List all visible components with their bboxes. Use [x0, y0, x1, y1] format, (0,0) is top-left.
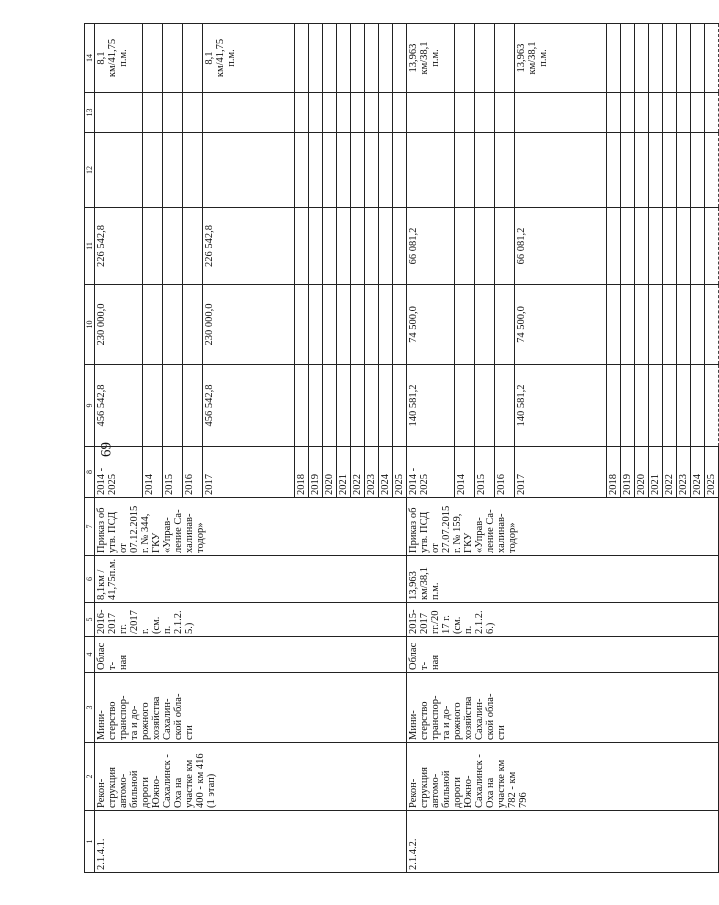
year-cell: 2022 [351, 447, 365, 498]
amount-c10 [677, 285, 691, 365]
amount-c9: 456 542,8 [203, 365, 295, 447]
table-row [95, 24, 143, 873]
amount-c11: 226 542,8 [95, 208, 143, 285]
year-cell: 2014 - 2025 [407, 447, 455, 498]
column-number: 14 [85, 24, 95, 93]
amount-c9 [337, 365, 351, 447]
amount-c9: 140 581,2 [515, 365, 607, 447]
result-cell [705, 24, 719, 93]
result-cell [393, 24, 407, 93]
col-12-cell [677, 133, 691, 208]
column-number: 12 [85, 133, 95, 208]
rotated-table-container [84, 24, 717, 873]
col-12-cell [607, 133, 621, 208]
amount-c9 [495, 365, 515, 447]
amount-c9 [621, 365, 635, 447]
amount-c9 [323, 365, 337, 447]
col-12-cell [635, 133, 649, 208]
year-cell: 2014 [455, 447, 475, 498]
col-13-cell [351, 93, 365, 133]
amount-c11 [379, 208, 393, 285]
amount-c9 [677, 365, 691, 447]
amount-c11 [163, 208, 183, 285]
amount-c11 [143, 208, 163, 285]
year-cell: 2018 [295, 447, 309, 498]
amount-c9 [705, 365, 719, 447]
year-cell: 2017 [203, 447, 295, 498]
result-cell [635, 24, 649, 93]
col-12-cell [393, 133, 407, 208]
executor: Мини- стерство транспор- та и до- рожного хозяйства Сахалин- ской обла- сти [407, 673, 719, 743]
result-cell [309, 24, 323, 93]
amount-c10 [323, 285, 337, 365]
amount-c11 [475, 208, 495, 285]
amount-c11 [323, 208, 337, 285]
result-cell [163, 24, 183, 93]
result-cell [183, 24, 203, 93]
amount-c10 [649, 285, 663, 365]
amount-c11 [295, 208, 309, 285]
column-number: 7 [85, 498, 95, 556]
amount-c9 [163, 365, 183, 447]
amount-c9 [607, 365, 621, 447]
amount-c10 [691, 285, 705, 365]
amount-c9 [691, 365, 705, 447]
amount-c9: 140 581,2 [407, 365, 455, 447]
col-13-cell [407, 93, 455, 133]
amount-c10 [621, 285, 635, 365]
amount-c11 [309, 208, 323, 285]
amount-c9 [309, 365, 323, 447]
column-number: 8 [85, 447, 95, 498]
col-13-cell [183, 93, 203, 133]
amount-c9: 456 542,8 [95, 365, 143, 447]
col-12-cell [295, 133, 309, 208]
program-table [84, 23, 719, 873]
result-cell [663, 24, 677, 93]
amount-c11: 66 081,2 [407, 208, 455, 285]
col-13-cell [309, 93, 323, 133]
col-12-cell [407, 133, 455, 208]
year-cell: 2019 [621, 447, 635, 498]
col-13-cell [295, 93, 309, 133]
col-13-cell [379, 93, 393, 133]
year-cell: 2023 [365, 447, 379, 498]
result-cell [379, 24, 393, 93]
amount-c11 [705, 208, 719, 285]
year-cell: 2025 [705, 447, 719, 498]
year-cell: 2015 [475, 447, 495, 498]
column-number: 4 [85, 637, 95, 673]
amount-c10 [607, 285, 621, 365]
amount-c11 [607, 208, 621, 285]
amount-c10 [705, 285, 719, 365]
executor: Мини- стерство транспор- та и до- рожного хозяйства Сахалин- ской обла- сти [95, 673, 407, 743]
col-12-cell [621, 133, 635, 208]
year-cell: 2015 [163, 447, 183, 498]
capacity: 8,1км / 41,75п.м. [95, 556, 407, 603]
amount-c10 [183, 285, 203, 365]
col-12-cell [515, 133, 607, 208]
column-number: 2 [85, 743, 95, 811]
result-cell [495, 24, 515, 93]
col-12-cell [309, 133, 323, 208]
object-name: Рекон- струкция автомо- бильной дороги Южно- Сахалинск - Оха на участке км 400 - км 416 (1 этап) [95, 743, 407, 811]
col-12-cell [691, 133, 705, 208]
result-cell: 8,1 км/41,75 п.м. [203, 24, 295, 93]
col-13-cell [143, 93, 163, 133]
amount-c10 [379, 285, 393, 365]
amount-c10 [309, 285, 323, 365]
col-12-cell [495, 133, 515, 208]
col-12-cell [379, 133, 393, 208]
column-number: 10 [85, 285, 95, 365]
col-13-cell [203, 93, 295, 133]
amount-c10 [351, 285, 365, 365]
amount-c10 [163, 285, 183, 365]
amount-c10 [635, 285, 649, 365]
budget-level: Област- ная [95, 637, 407, 673]
amount-c9 [143, 365, 163, 447]
amount-c11 [663, 208, 677, 285]
amount-c11: 226 542,8 [203, 208, 295, 285]
year-cell: 2016 [183, 447, 203, 498]
year-cell: 2017 [515, 447, 607, 498]
budget-level: Област- ная [407, 637, 719, 673]
object-name: Рекон- струкция автомо- бильной дороги Южно- Сахалинск - Оха на участке км 782 - км 796 [407, 743, 719, 811]
year-cell: 2020 [323, 447, 337, 498]
result-cell [323, 24, 337, 93]
amount-c9 [663, 365, 677, 447]
row-id: 2.1.4.2. [407, 811, 719, 873]
amount-c9 [649, 365, 663, 447]
amount-c10 [143, 285, 163, 365]
col-13-cell [621, 93, 635, 133]
col-12-cell [143, 133, 163, 208]
page-number: 69 [98, 442, 115, 457]
column-number: 11 [85, 208, 95, 285]
column-number-row [85, 24, 95, 873]
amount-c11 [393, 208, 407, 285]
result-cell: 8,1 км/41,75 п.м. [95, 24, 143, 93]
table-frame [84, 24, 717, 873]
col-13-cell [691, 93, 705, 133]
amount-c9 [393, 365, 407, 447]
amount-c9 [351, 365, 365, 447]
year-cell: 2021 [649, 447, 663, 498]
year-cell: 2024 [379, 447, 393, 498]
amount-c9 [295, 365, 309, 447]
column-number: 6 [85, 556, 95, 603]
amount-c10: 230 000,0 [203, 285, 295, 365]
col-13-cell [607, 93, 621, 133]
col-12-cell [649, 133, 663, 208]
amount-c11 [455, 208, 475, 285]
column-number: 9 [85, 365, 95, 447]
col-13-cell [635, 93, 649, 133]
year-cell: 2021 [337, 447, 351, 498]
col-13-cell [475, 93, 495, 133]
amount-c9 [455, 365, 475, 447]
col-12-cell [95, 133, 143, 208]
col-12-cell [475, 133, 495, 208]
amount-c9 [379, 365, 393, 447]
year-cell: 2020 [635, 447, 649, 498]
amount-c10: 230 000,0 [95, 285, 143, 365]
row-id: 2.1.4.1. [95, 811, 407, 873]
year-cell: 2024 [691, 447, 705, 498]
amount-c10 [393, 285, 407, 365]
amount-c11 [621, 208, 635, 285]
result-cell [677, 24, 691, 93]
col-13-cell [515, 93, 607, 133]
amount-c9 [635, 365, 649, 447]
amount-c11: 66 081,2 [515, 208, 607, 285]
col-12-cell [337, 133, 351, 208]
col-12-cell [455, 133, 475, 208]
result-cell [351, 24, 365, 93]
col-13-cell [663, 93, 677, 133]
result-cell: 13,963 км/38,1 п.м. [515, 24, 607, 93]
year-cell: 2025 [393, 447, 407, 498]
result-cell [455, 24, 475, 93]
result-cell [691, 24, 705, 93]
year-cell: 2022 [663, 447, 677, 498]
amount-c10 [455, 285, 475, 365]
col-13-cell [163, 93, 183, 133]
design-document: Приказ об утв. ПСД от 27.07.2015 г. № 159, ГКУ «Управ- ление Са- халинав- тодор» [407, 498, 719, 556]
result-cell [337, 24, 351, 93]
col-12-cell [351, 133, 365, 208]
amount-c10: 74 500,0 [515, 285, 607, 365]
column-number: 5 [85, 603, 95, 637]
column-number: 3 [85, 673, 95, 743]
table-row [407, 24, 455, 873]
result-cell [649, 24, 663, 93]
result-cell [607, 24, 621, 93]
col-12-cell [163, 133, 183, 208]
amount-c10 [663, 285, 677, 365]
result-cell [143, 24, 163, 93]
col-12-cell [705, 133, 719, 208]
amount-c11 [495, 208, 515, 285]
col-12-cell [365, 133, 379, 208]
amount-c11 [337, 208, 351, 285]
amount-c9 [365, 365, 379, 447]
col-12-cell [663, 133, 677, 208]
column-number: 1 [85, 811, 95, 873]
amount-c11 [635, 208, 649, 285]
amount-c11 [649, 208, 663, 285]
col-13-cell [323, 93, 337, 133]
col-13-cell [705, 93, 719, 133]
result-cell [365, 24, 379, 93]
amount-c11 [351, 208, 365, 285]
amount-c11 [365, 208, 379, 285]
col-12-cell [323, 133, 337, 208]
col-13-cell [495, 93, 515, 133]
amount-c10: 74 500,0 [407, 285, 455, 365]
amount-c11 [677, 208, 691, 285]
year-cell: 2018 [607, 447, 621, 498]
year-cell: 2016 [495, 447, 515, 498]
amount-c10 [475, 285, 495, 365]
amount-c10 [365, 285, 379, 365]
amount-c9 [475, 365, 495, 447]
amount-c10 [495, 285, 515, 365]
col-12-cell [183, 133, 203, 208]
realization-period: 2015- 2017 гг./20 17 г. (см. п. 2.1.2. 6.) [407, 603, 719, 637]
amount-c11 [183, 208, 203, 285]
col-13-cell [365, 93, 379, 133]
column-number: 13 [85, 93, 95, 133]
design-document: Приказ об утв. ПСД от 07.12.2015 г. № 344, ГКУ «Управ- ление Са- халинав- тодор» [95, 498, 407, 556]
col-13-cell [455, 93, 475, 133]
amount-c10 [337, 285, 351, 365]
result-cell [475, 24, 495, 93]
col-13-cell [337, 93, 351, 133]
col-13-cell [95, 93, 143, 133]
year-cell: 2014 - 2025 [95, 447, 143, 498]
amount-c9 [183, 365, 203, 447]
year-cell: 2019 [309, 447, 323, 498]
col-13-cell [649, 93, 663, 133]
capacity: 13,963 км/38,1 п.м. [407, 556, 719, 603]
col-13-cell [393, 93, 407, 133]
result-cell [295, 24, 309, 93]
col-13-cell [677, 93, 691, 133]
year-cell: 2014 [143, 447, 163, 498]
realization-period: 2016- 2017 гг. /2017 г. (см. п. 2.1.2. 5.) [95, 603, 407, 637]
amount-c10 [295, 285, 309, 365]
result-cell [621, 24, 635, 93]
amount-c11 [691, 208, 705, 285]
result-cell: 13,963 км/38,1 п.м. [407, 24, 455, 93]
year-cell: 2023 [677, 447, 691, 498]
col-12-cell [203, 133, 295, 208]
